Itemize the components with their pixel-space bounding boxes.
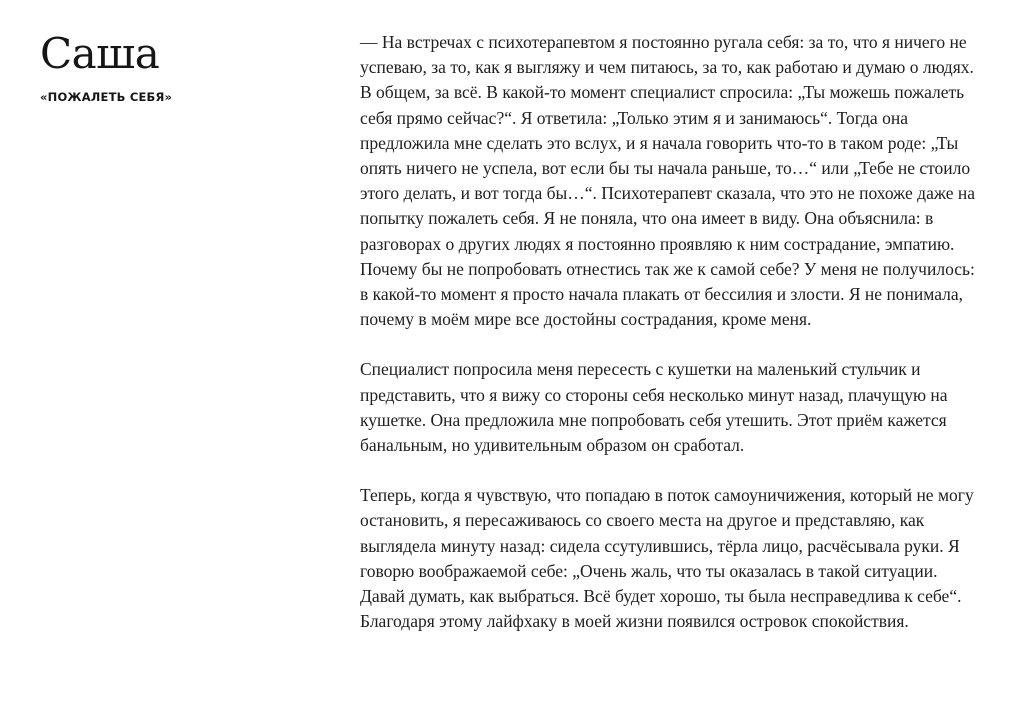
story-paragraph-2: Специалист попросила меня пересесть с кушетки на маленький стульчик и представить, что я вижу со стороны себя несколько минут назад, плачущую на кушетке. Она предложила мне попробовать себя утешить. Этот приём кажется банальным, но удивительным образом он сработал. <box>360 359 948 456</box>
author-name: Саша <box>40 29 160 78</box>
author-block <box>40 30 320 104</box>
story-paragraph-3: Теперь, когда я чувствую, что попадаю в поток самоуничижения, который не могу остановить, я пересаживаюсь со своего места на другое и представляю, как выглядела минуту назад: сидела ссутулившись, тёрла лицо, расчёсывала руки. Я говорю воображаемой себе: „Очень жаль, что ты оказалась в такой ситуации. Давай думать, как выбраться. Всё будет хорошо, ты была несправедлива к себе“. Благодаря этому лайфхаку в моей жизни появился островок спокойствия. <box>360 485 974 632</box>
story-text <box>360 30 980 659</box>
story-paragraph-1: — На встречах с психотерапевтом я постоянно ругала себя: за то, что я ничего не успеваю, за то, как я выгляжу и чем питаюсь, за то, как работаю и думаю о людях. В общем, за всё. В какой-то момент специалист спросила: „Ты можешь пожалеть себя прямо сейчас?“. Я ответила: „Только этим я и занимаюсь“. Тогда она предложила мне сделать это вслух, и я начала говорить что-то в таком роде: „Ты опять ничего не успела, вот если бы ты начала раньше, то…“ или „Тебе не стоило этого делать, и вот тогда бы…“. Психотерапевт сказала, что это не похоже даже на попытку пожалеть себя. Я не поняла, что она имеет в виду. Она объяснила: в разговорах о других людях я постоянно проявляю к ним сострадание, эмпатию. Почему бы не попробовать отнестись так же к самой себе? У меня не получилось: в какой-то момент я просто начала плакать от бессилия и злости. Я не понимала, почему в моём мире все достойны сострадания, кроме меня. <box>360 32 975 330</box>
story-title: «ПОЖАЛЕТЬ СЕБЯ» <box>40 90 173 104</box>
